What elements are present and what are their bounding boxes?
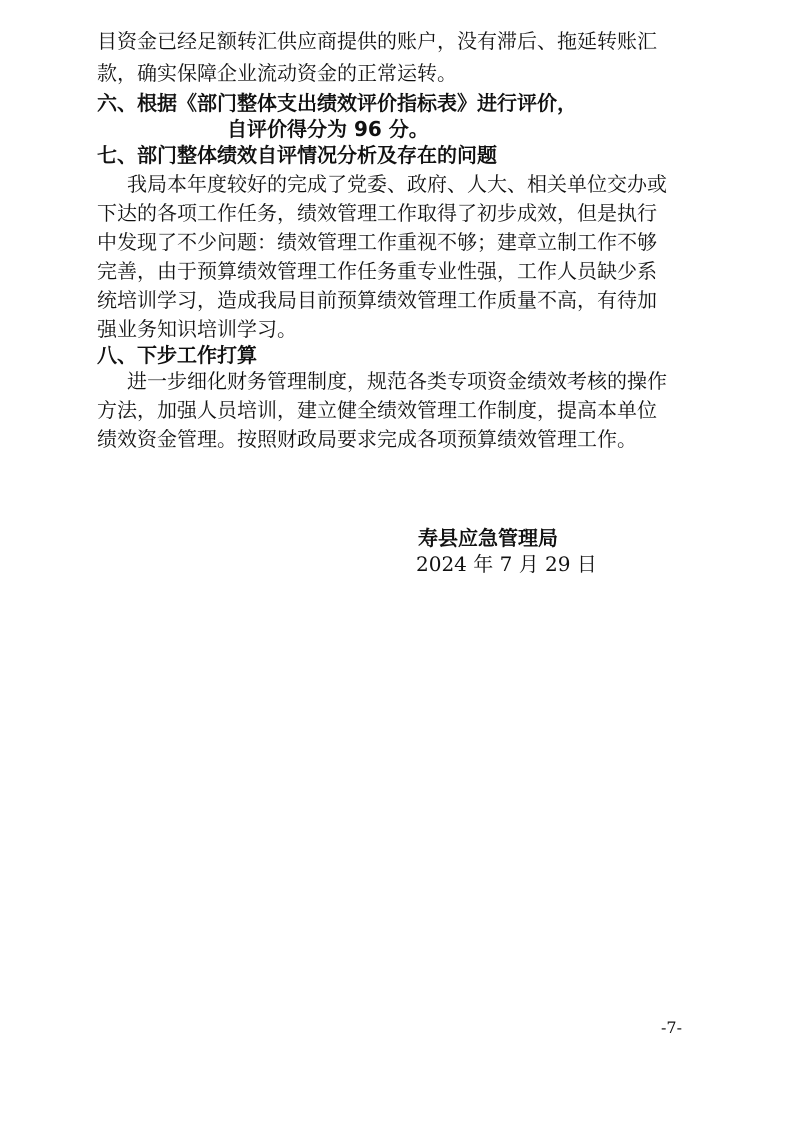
paragraph-line: 统培训学习，造成我局目前预算绩效管理工作质量不高，有待加: [97, 288, 657, 312]
paragraph-line: 下达的各项工作任务，绩效管理工作取得了初步成效，但是执行: [97, 201, 657, 225]
paragraph-line: 完善，由于预算绩效管理工作任务重专业性强，工作人员缺少系: [97, 259, 657, 283]
page-number: -7-: [661, 1018, 682, 1037]
paragraph-line: 中发现了不少问题：绩效管理工作重视不够；建章立制工作不够: [97, 230, 657, 254]
paragraph-line: 款，确实保障企业流动资金的正常运转。: [97, 61, 457, 85]
signature-organization: 寿县应急管理局: [418, 526, 558, 550]
self-evaluation-score: 自评价得分为 96 分。: [227, 117, 429, 141]
section-heading-7: 七、部门整体绩效自评情况分析及存在的问题: [97, 143, 497, 167]
paragraph-line: 方法，加强人员培训，建立健全绩效管理工作制度，提高本单位: [97, 398, 657, 422]
paragraph-line: 绩效资金管理。按照财政局要求完成各项预算绩效管理工作。: [97, 427, 637, 451]
paragraph-line: 目资金已经足额转汇供应商提供的账户，没有滞后、拖延转账汇: [97, 29, 657, 53]
signature-date: 2024 年 7 月 29 日: [416, 552, 597, 576]
section-heading-6: 六、根据《部门整体支出绩效评价指标表》进行评价，: [97, 91, 577, 115]
paragraph-line: 进一步细化财务管理制度，规范各类专项资金绩效考核的操作: [127, 369, 667, 393]
paragraph-line: 我局本年度较好的完成了党委、政府、人大、相关单位交办或: [127, 172, 667, 196]
paragraph-line: 强业务知识培训学习。: [97, 317, 297, 341]
section-heading-8: 八、下步工作打算: [97, 343, 257, 367]
